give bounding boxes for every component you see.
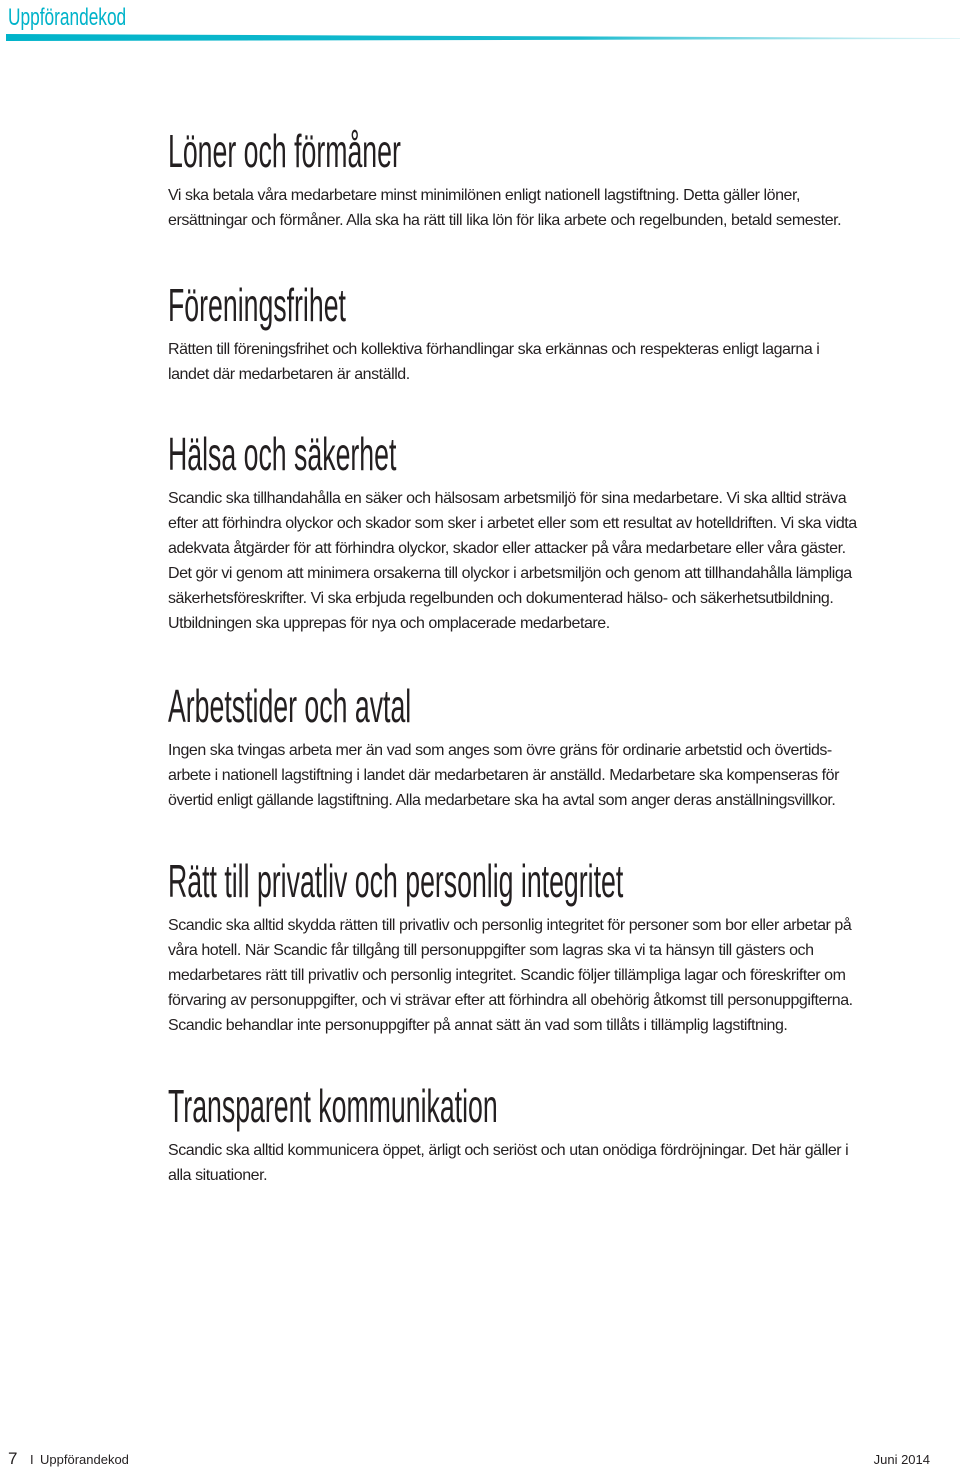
section-ratt-till-privatliv (168, 855, 908, 1038)
document-header-title: Uppförandekod (8, 4, 127, 31)
footer-separator: I (30, 1452, 34, 1467)
paragraph-line: Scandic ska alltid kommunicera öppet, ärligt och seriöst och utan onödiga fördröjningar. Det här gäller i (168, 1142, 849, 1159)
paragraph-line: förvaring av personuppgifter, och vi strävar efter att förhindra all obehörig åtkomst till personuppgifterna. (168, 992, 853, 1009)
page-number: 7 (8, 1449, 18, 1468)
paragraph-line: ersättningar och förmåner. Alla ska ha rätt till lika lön för lika arbete och regelbunden, betald semester. (168, 212, 842, 229)
paragraph-line: efter att förhindra olyckor och skador som sker i arbetet eller som ett resultat av hotelldriften. Vi ska vidta (168, 515, 857, 532)
section-heading: Arbetstider och avtal (168, 680, 412, 732)
footer-date: Juni 2014 (873, 1452, 930, 1467)
section-heading: Hälsa och säkerhet (168, 428, 397, 480)
paragraph-line: Scandic ska tillhandahålla en säker och hälsosam arbetsmiljö för sina medarbetare. Vi ska alltid sträva (168, 490, 847, 507)
paragraph-line: medarbetares rätt till privatliv och personlig integritet. Scandic följer tillämpliga lagar och föreskrifter om (168, 967, 846, 984)
paragraph-line: Utbildningen ska upprepas för nya och omplacerade medarbetare. (168, 615, 610, 632)
paragraph-line: Rätten till föreningsfrihet och kollektiva förhandlingar ska erkännas och respekteras enligt lagarna i (168, 341, 820, 358)
paragraph-line: Vi ska betala våra medarbetare minst minimilönen enligt nationell lagstiftning. Detta gäller löner, (168, 187, 800, 204)
section-halsa-och-sakerhet (168, 428, 908, 636)
paragraph-line: landet där medarbetaren är anställd. (168, 366, 410, 383)
paragraph-line: adekvata åtgärder för att förhindra olyckor, skador eller attacker på våra medarbetare eller våra gäster. (168, 540, 846, 557)
paragraph-line: övertid enligt gällande lagstiftning. Alla medarbetare ska ha avtal som anger deras anställningsvillkor. (168, 792, 836, 809)
paragraph-line: Det gör vi genom att minimera orsakerna till olyckor i arbetsmiljön och genom att tillhandahålla lämpliga (168, 565, 852, 582)
section-heading: Transparent kommunikation (168, 1080, 498, 1132)
section-heading: Rätt till privatliv och personlig integritet (168, 855, 624, 907)
section-arbetstider-och-avtal (168, 680, 908, 813)
section-loner-och-formaner (168, 125, 908, 233)
paragraph-line: Scandic behandlar inte personuppgifter på annat sätt än vad som tillåts i tillämplig lagstiftning. (168, 1017, 788, 1034)
paragraph-line: alla situationer. (168, 1167, 268, 1184)
section-heading: Föreningsfrihet (168, 279, 346, 331)
paragraph-line: arbete i nationell lagstiftning i landet där medarbetaren är anställd. Medarbetare ska kompenseras för (168, 767, 839, 784)
paragraph-line: Ingen ska tvingas arbeta mer än vad som anges som övre gräns för ordinarie arbetstid och övertids- (168, 742, 832, 759)
footer-document-name: Uppförandekod (40, 1452, 129, 1467)
section-transparent-kommunikation (168, 1080, 908, 1188)
section-foreningsfrihet (168, 279, 908, 387)
header-rule (6, 34, 960, 42)
paragraph-line: säkerhetsföreskrifter. Vi ska erbjuda regelbunden och dokumenterad hälso- och säkerhetsutbildning. (168, 590, 834, 607)
section-heading: Löner och förmåner (168, 125, 401, 177)
paragraph-line: Scandic ska alltid skydda rätten till privatliv och personlig integritet för personer som bor eller arbetar på (168, 917, 852, 934)
paragraph-line: våra hotell. När Scandic får tillgång till personuppgifter som lagras ska vi ta hänsyn till gästers och (168, 942, 814, 959)
